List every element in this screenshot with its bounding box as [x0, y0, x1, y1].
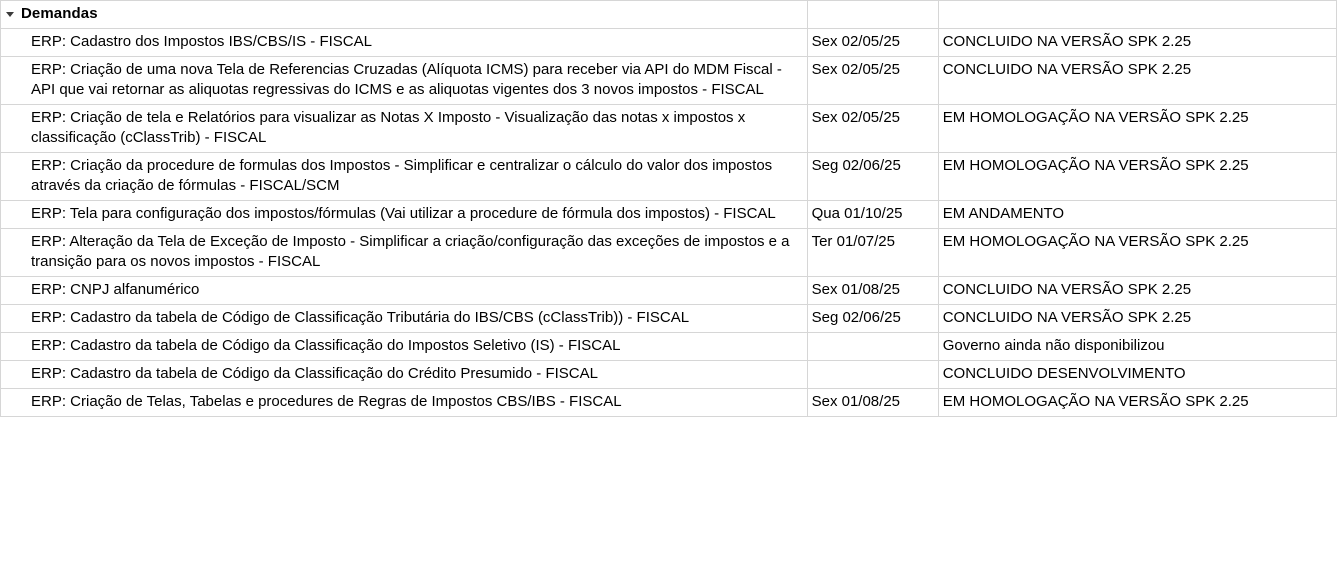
task-status-cell[interactable]: EM HOMOLOGAÇÃO NA VERSÃO SPK 2.25	[938, 229, 1336, 277]
task-date-cell[interactable]: Sex 02/05/25	[807, 29, 938, 57]
task-status-cell[interactable]: EM HOMOLOGAÇÃO NA VERSÃO SPK 2.25	[938, 105, 1336, 153]
triangle-collapse-icon[interactable]	[5, 9, 15, 19]
task-description-cell[interactable]: ERP: Alteração da Tela de Exceção de Imposto - Simplificar a criação/configuração das exceções de impostos e a transição para os novos impostos - FISCAL	[1, 229, 808, 277]
task-description-cell[interactable]: ERP: CNPJ alfanumérico	[1, 277, 808, 305]
table-body	[1, 1, 1337, 417]
task-description-cell[interactable]: ERP: Criação da procedure de formulas dos Impostos - Simplificar e centralizar o cálculo do valor dos impostos através da criação de fórmulas - FISCAL/SCM	[1, 153, 808, 201]
table-row[interactable]	[1, 29, 1337, 57]
task-status-cell[interactable]: EM HOMOLOGAÇÃO NA VERSÃO SPK 2.25	[938, 153, 1336, 201]
task-status-cell[interactable]: CONCLUIDO DESENVOLVIMENTO	[938, 361, 1336, 389]
task-date-cell[interactable]: Ter 01/07/25	[807, 229, 938, 277]
task-status-cell[interactable]: EM ANDAMENTO	[938, 201, 1336, 229]
task-date-cell[interactable]: Sex 02/05/25	[807, 105, 938, 153]
table-row[interactable]	[1, 389, 1337, 417]
table-row[interactable]	[1, 305, 1337, 333]
task-date-cell[interactable]: Seg 02/06/25	[807, 305, 938, 333]
task-description-cell[interactable]: ERP: Tela para configuração dos impostos/fórmulas (Vai utilizar a procedure de fórmula dos impostos) - FISCAL	[1, 201, 808, 229]
table-row[interactable]	[1, 333, 1337, 361]
group-header-row	[1, 1, 1337, 29]
group-status-cell	[938, 1, 1336, 29]
task-date-cell[interactable]: Seg 02/06/25	[807, 153, 938, 201]
table-row[interactable]	[1, 201, 1337, 229]
table-row[interactable]	[1, 277, 1337, 305]
task-description-cell[interactable]: ERP: Criação de uma nova Tela de Referencias Cruzadas (Alíquota ICMS) para receber via API do MDM Fiscal - API que vai retornar as aliquotas regressivas do ICMS e as aliquotas vigentes dos 3 novos impostos - FISCAL	[1, 57, 808, 105]
task-status-cell[interactable]: CONCLUIDO NA VERSÃO SPK 2.25	[938, 277, 1336, 305]
group-title-cell[interactable]	[1, 1, 808, 29]
task-description-cell[interactable]: ERP: Criação de tela e Relatórios para visualizar as Notas X Imposto - Visualização das notas x impostos x classificação (cClassTrib) - FISCAL	[1, 105, 808, 153]
task-status-cell[interactable]: EM HOMOLOGAÇÃO NA VERSÃO SPK 2.25	[938, 389, 1336, 417]
task-description-cell[interactable]: ERP: Cadastro da tabela de Código de Classificação Tributária do IBS/CBS (cClassTrib)) - FISCAL	[1, 305, 808, 333]
task-date-cell[interactable]: Sex 01/08/25	[807, 389, 938, 417]
task-description-cell[interactable]: ERP: Cadastro da tabela de Código da Classificação do Crédito Presumido - FISCAL	[1, 361, 808, 389]
task-description-cell[interactable]: ERP: Cadastro dos Impostos IBS/CBS/IS - FISCAL	[1, 29, 808, 57]
task-status-cell[interactable]: CONCLUIDO NA VERSÃO SPK 2.25	[938, 57, 1336, 105]
table-row[interactable]	[1, 153, 1337, 201]
task-description-cell[interactable]: ERP: Criação de Telas, Tabelas e procedures de Regras de Impostos CBS/IBS - FISCAL	[1, 389, 808, 417]
table-row[interactable]	[1, 229, 1337, 277]
task-status-cell[interactable]: Governo ainda não disponibilizou	[938, 333, 1336, 361]
task-status-cell[interactable]: CONCLUIDO NA VERSÃO SPK 2.25	[938, 305, 1336, 333]
group-title: Demandas	[21, 5, 98, 22]
table-row[interactable]	[1, 105, 1337, 153]
task-description-cell[interactable]: ERP: Cadastro da tabela de Código da Classificação do Impostos Seletivo (IS) - FISCAL	[1, 333, 808, 361]
table-row[interactable]	[1, 57, 1337, 105]
task-date-cell[interactable]: Sex 01/08/25	[807, 277, 938, 305]
table-row[interactable]	[1, 361, 1337, 389]
task-status-cell[interactable]: CONCLUIDO NA VERSÃO SPK 2.25	[938, 29, 1336, 57]
task-date-cell[interactable]: Sex 02/05/25	[807, 57, 938, 105]
task-date-cell[interactable]	[807, 361, 938, 389]
task-date-cell[interactable]	[807, 333, 938, 361]
task-date-cell[interactable]: Qua 01/10/25	[807, 201, 938, 229]
group-date-cell	[807, 1, 938, 29]
